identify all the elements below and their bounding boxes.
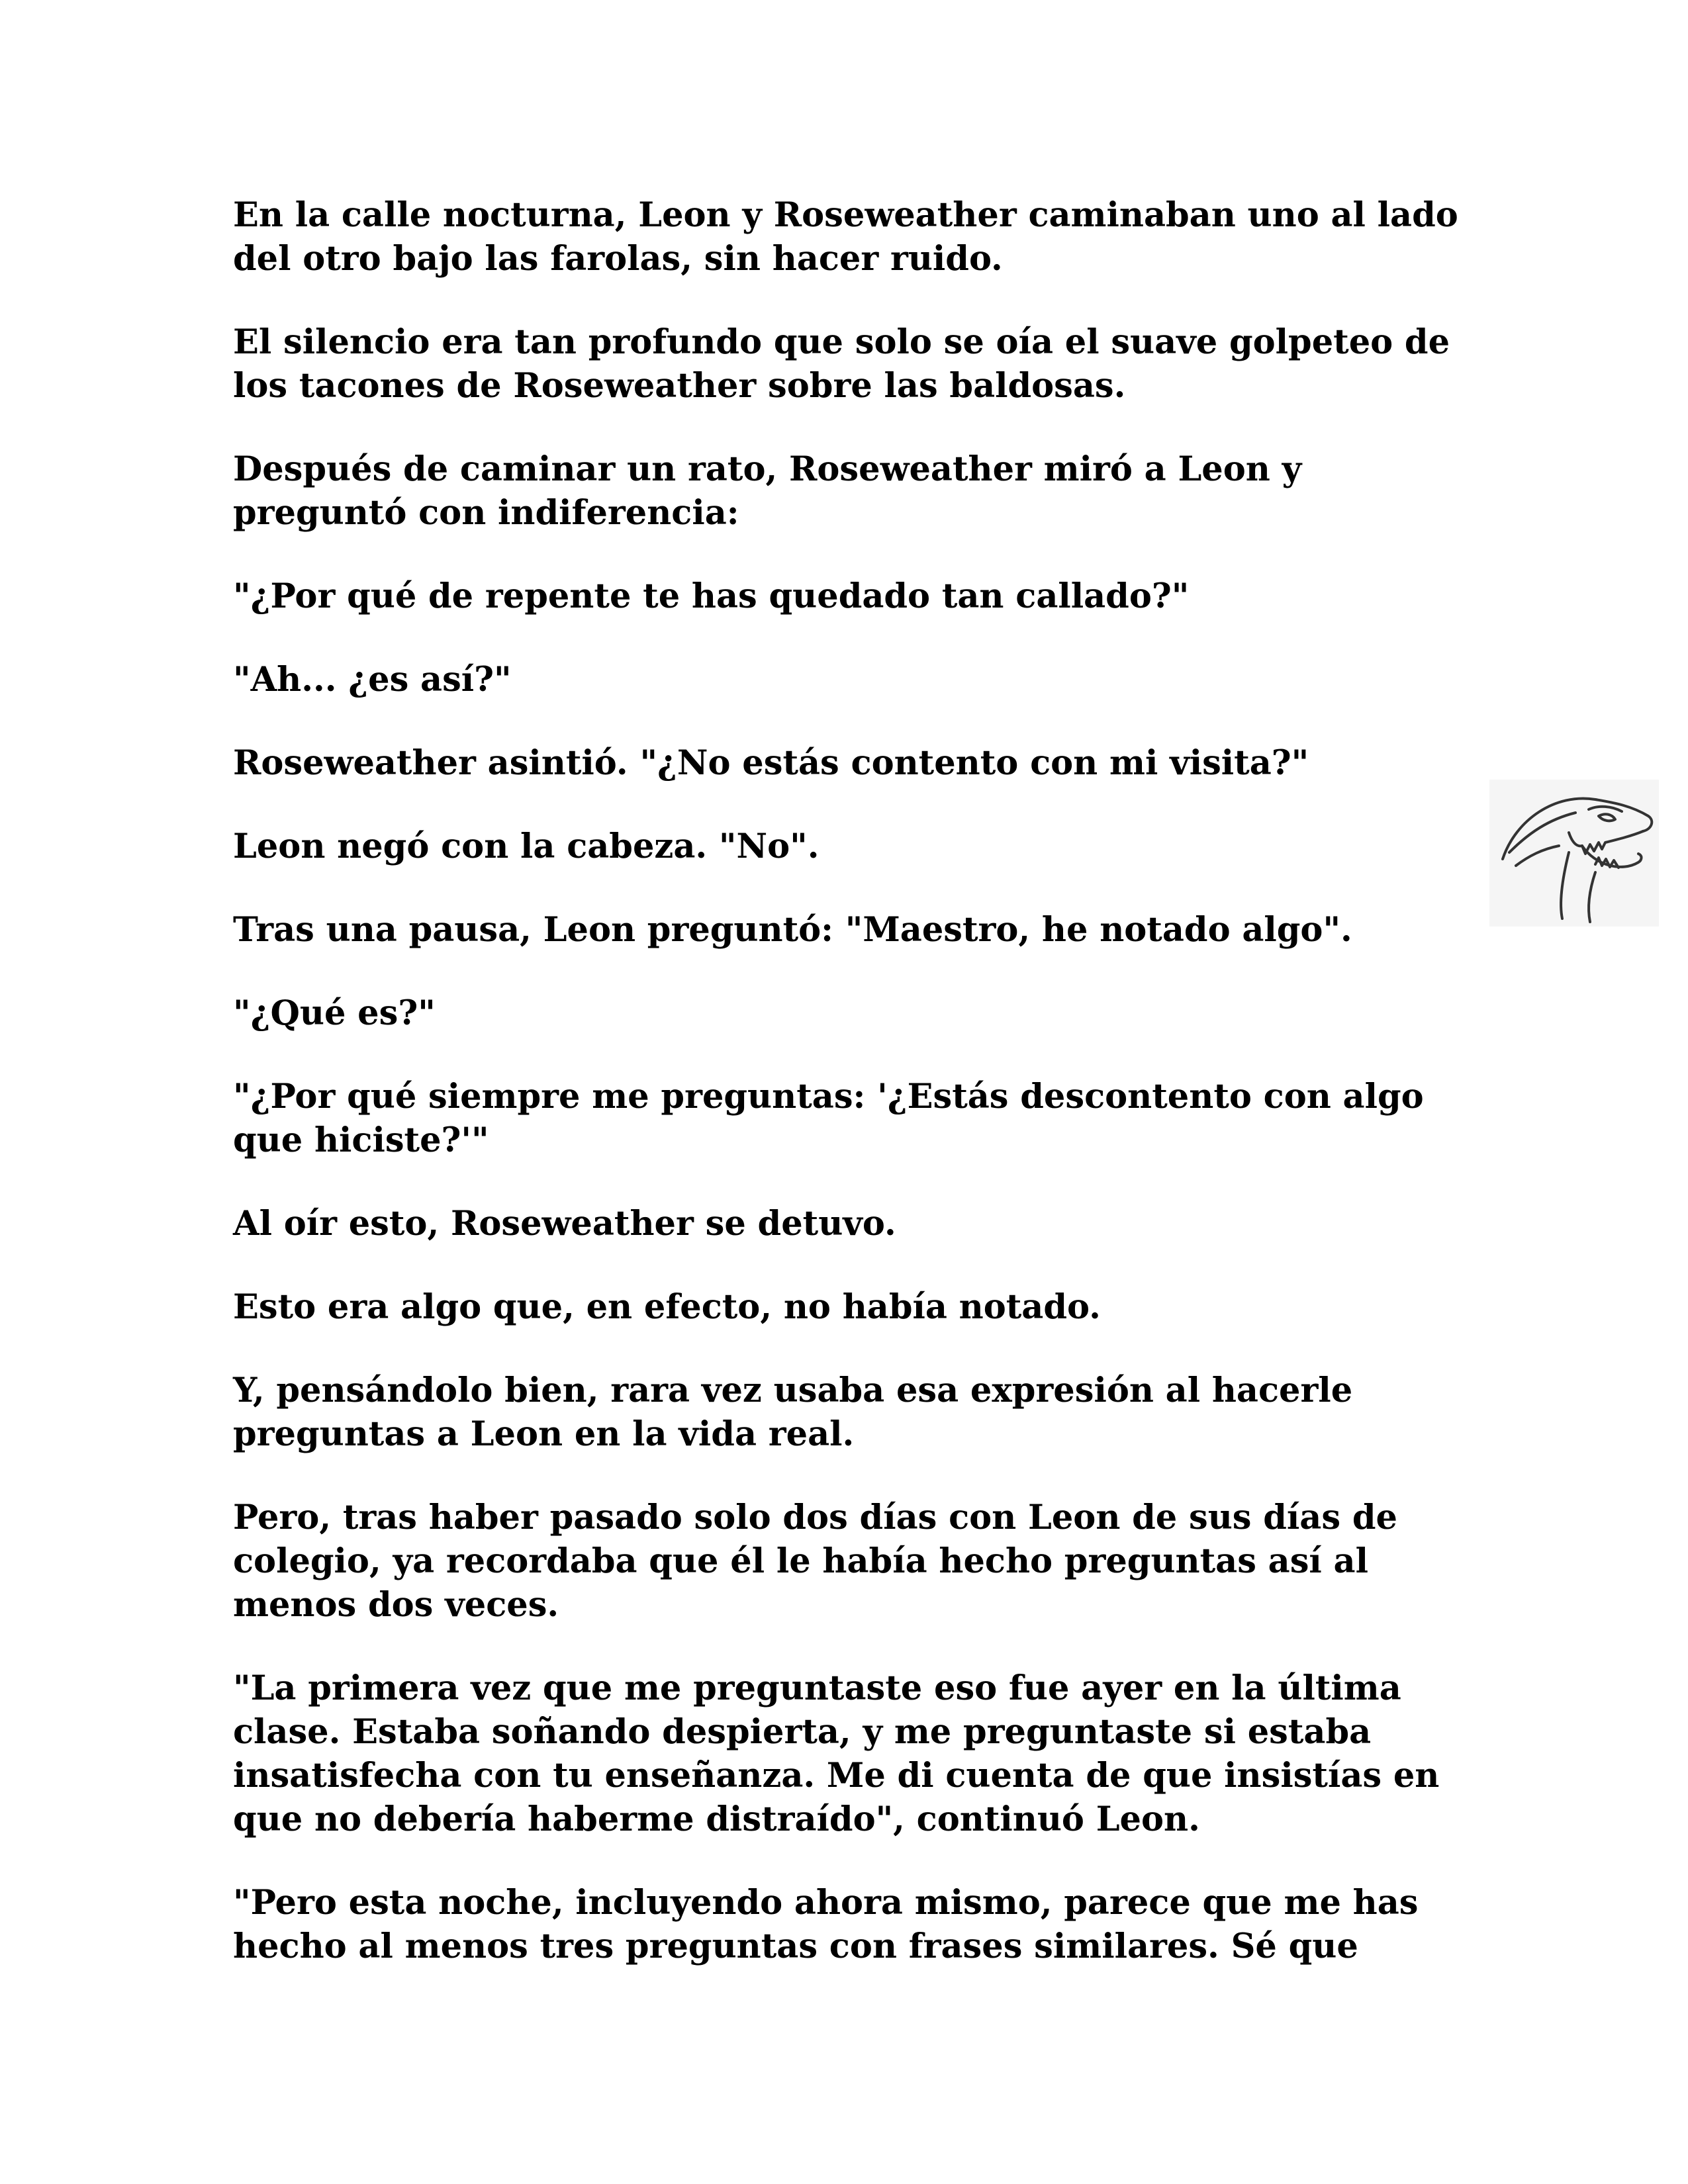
paragraph: Pero, tras haber pasado solo dos días con Leon de sus días de colegio, ya recordaba que él le había hecho preguntas así al menos dos veces. bbox=[233, 1498, 1397, 1625]
paragraph: Y, pensándolo bien, rara vez usaba esa expresión al hacerle preguntas a Leon en la vida real. bbox=[233, 1371, 1353, 1454]
dinosaur-head-icon bbox=[1489, 780, 1659, 927]
paragraph: "¿Qué es?" bbox=[233, 993, 436, 1033]
paragraph: "Ah... ¿es así?" bbox=[233, 660, 512, 700]
paragraph: "Pero esta noche, incluyendo ahora mismo, parece que me has hecho al menos tres preguntas con frases similares. Sé que bbox=[233, 1883, 1419, 1966]
paragraph: Al oír esto, Roseweather se detuvo. bbox=[233, 1204, 896, 1244]
paragraph: Roseweather asintió. "¿No estás contento con mi visita?" bbox=[233, 743, 1309, 783]
paragraph: "La primera vez que me preguntaste eso fue ayer en la última clase. Estaba soñando despierta, y me preguntaste si estaba insatisfecha con tu enseñanza. Me di cuenta de que insistías en que no debería haberme distraído", continuó Leon. bbox=[233, 1668, 1440, 1839]
dinosaur-head-drawing bbox=[1489, 780, 1659, 927]
paragraph: Esto era algo que, en efecto, no había notado. bbox=[233, 1287, 1101, 1327]
paragraph: El silencio era tan profundo que solo se oía el suave golpeteo de los tacones de Roseweather sobre las baldosas. bbox=[233, 322, 1450, 406]
paragraph: En la calle nocturna, Leon y Roseweather caminaban uno al lado del otro bajo las farolas, sin hacer ruido. bbox=[233, 195, 1458, 279]
paragraph: "¿Por qué siempre me preguntas: '¿Estás descontento con algo que hiciste?'" bbox=[233, 1077, 1424, 1160]
paragraph: Después de caminar un rato, Roseweather miró a Leon y preguntó con indiferencia: bbox=[233, 449, 1302, 533]
paragraph: Leon negó con la cabeza. "No". bbox=[233, 827, 820, 866]
paragraph: Tras una pausa, Leon preguntó: "Maestro, he notado algo". bbox=[233, 910, 1352, 950]
paragraph: "¿Por qué de repente te has quedado tan callado?" bbox=[233, 576, 1190, 616]
document-body bbox=[233, 193, 1464, 2008]
